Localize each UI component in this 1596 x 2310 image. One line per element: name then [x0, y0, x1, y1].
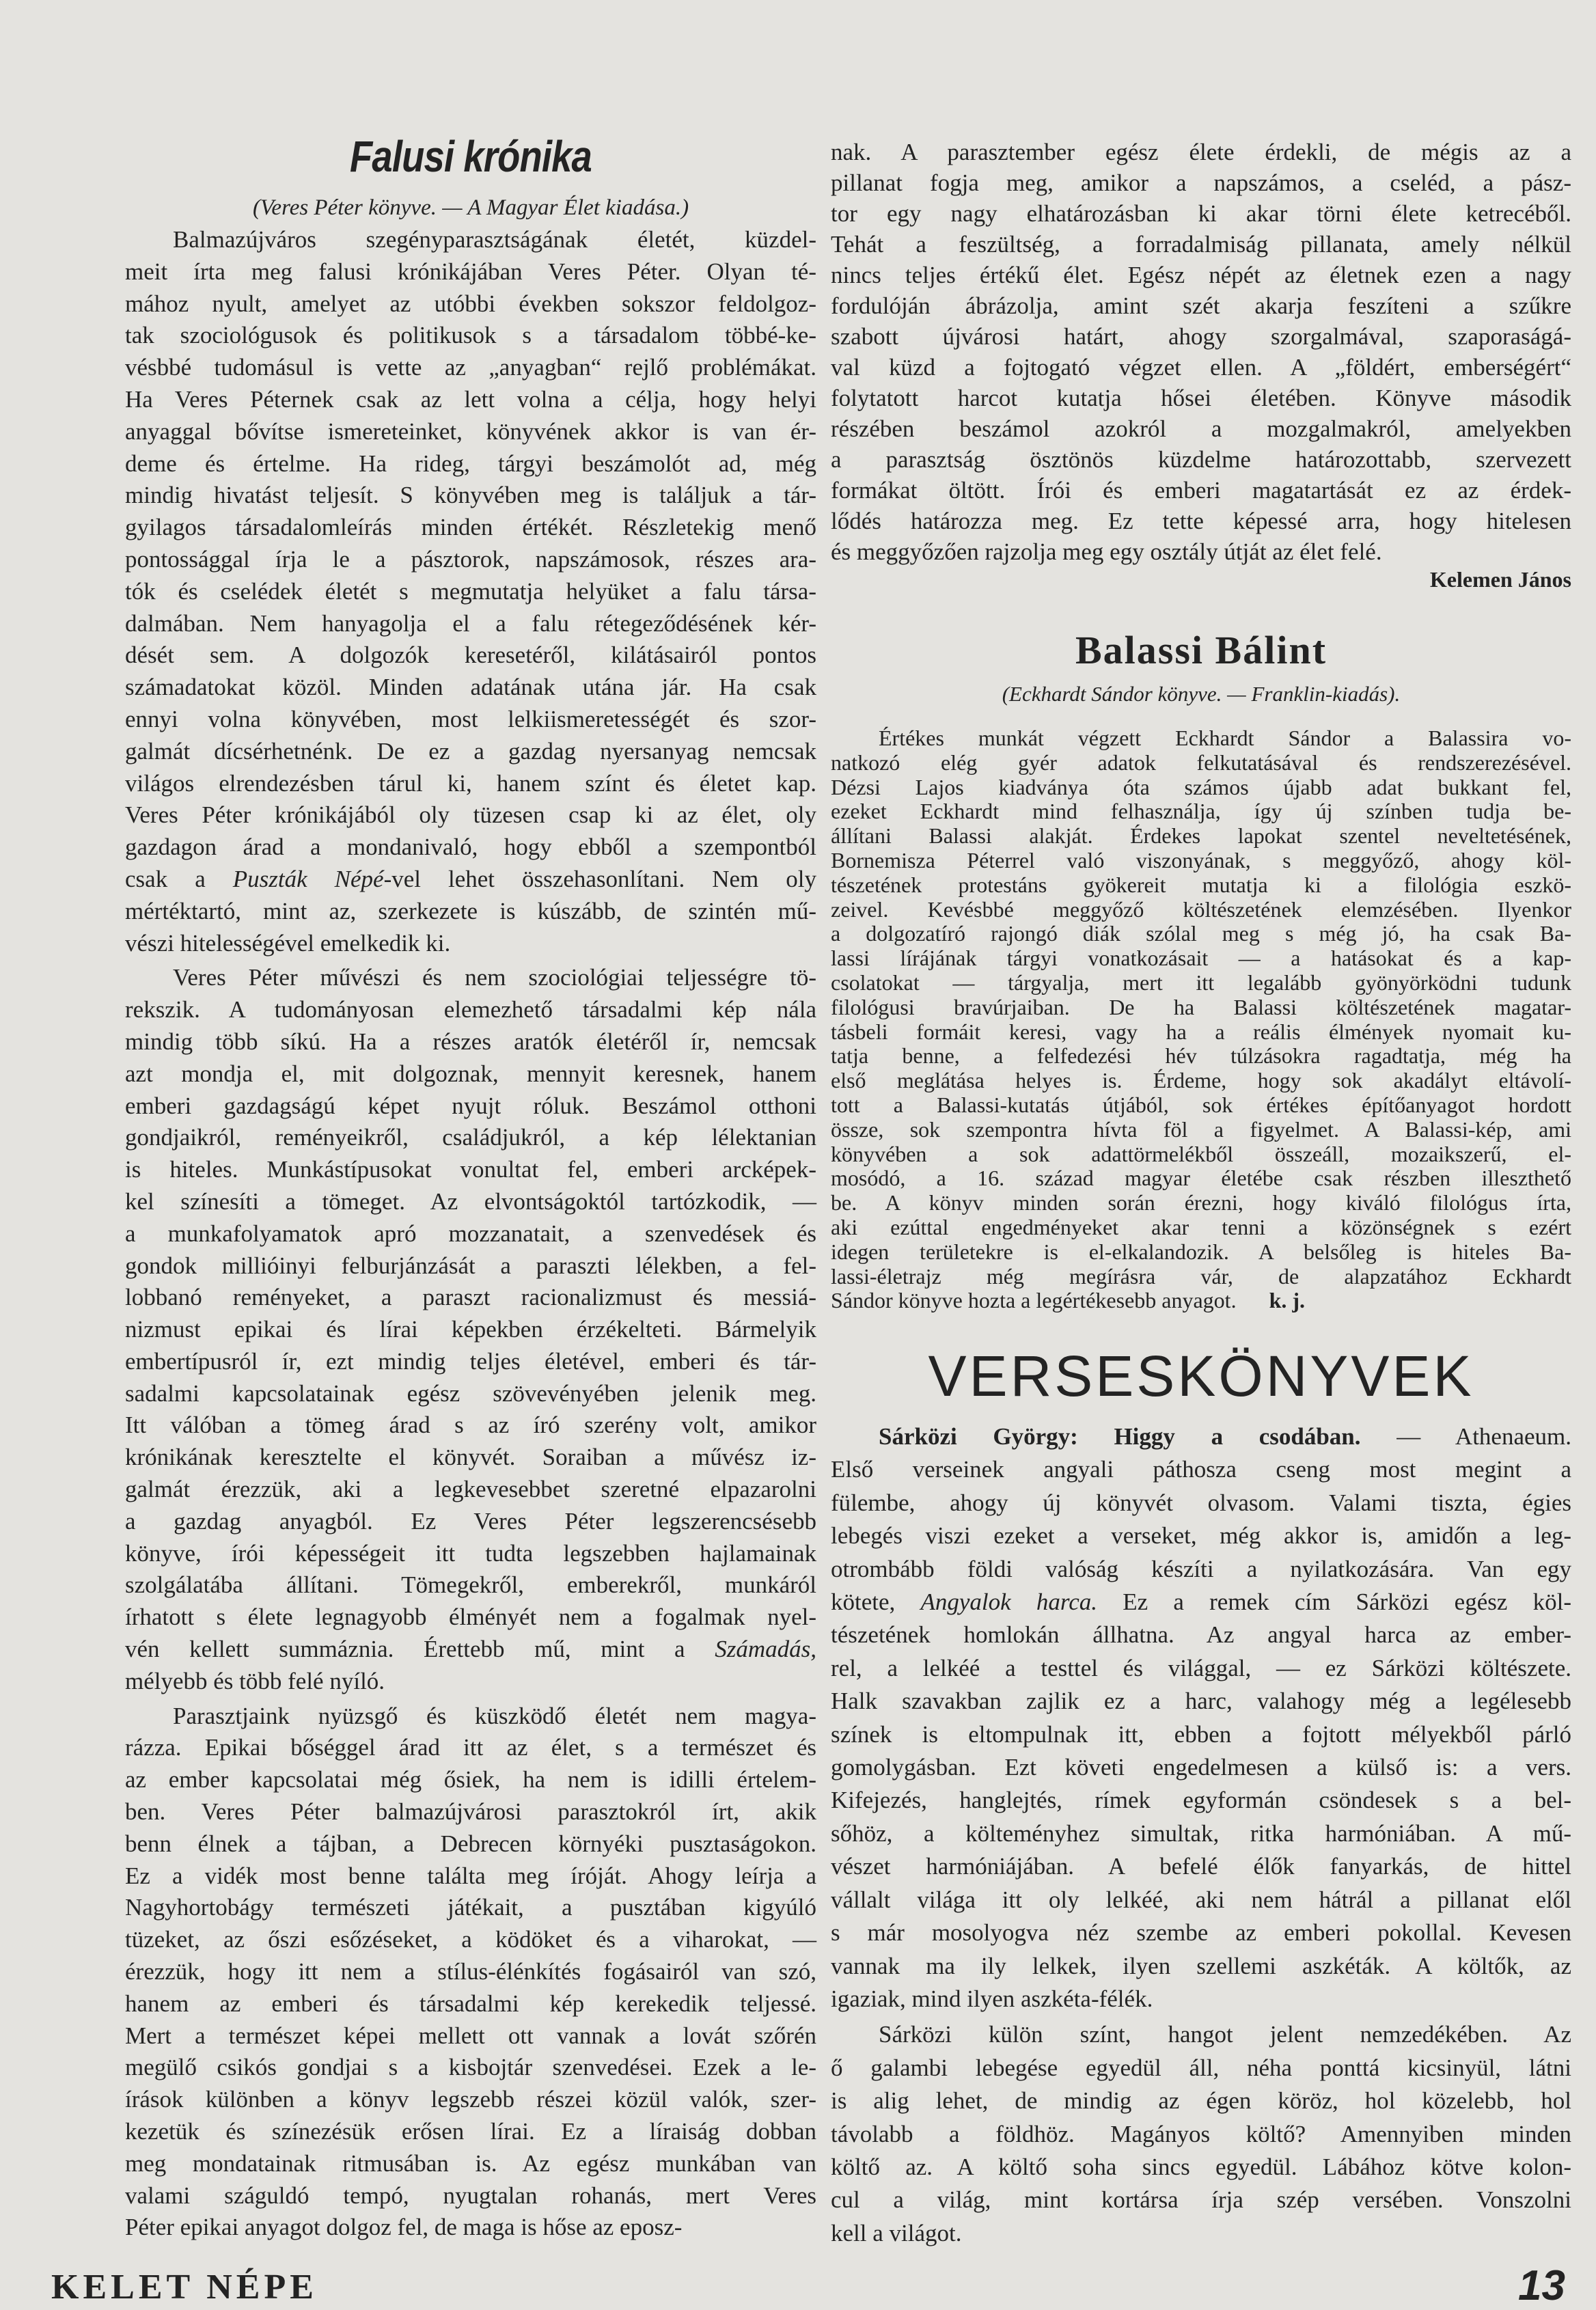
page-number: 13 [1518, 2262, 1565, 2309]
text-segment: kötete, [831, 1589, 921, 1616]
text-line: lassi-életrajz még megírásra vár, de alapzatához Eckhardt [831, 1263, 1571, 1289]
text-line: lebegés viszi ezeket a verseket, még akkor is, amidőn a leg- [831, 1522, 1571, 1550]
article-body-balassi [831, 726, 1571, 1313]
text-line: meit írta meg falusi krónikájában Veres Péter. Olyan té- [125, 258, 816, 285]
text-line: vésbbé tudomásul is vette az „anyagban“ rejlő problémákat. [125, 354, 816, 381]
text-segment: -vel lehet összehasonlítani. Nem oly [383, 865, 816, 892]
text-line: könyvében a sok adattörmelékből összeáll, mozaikszerű, el- [831, 1141, 1571, 1166]
text-line: natkozó elég gyér adatok felkutatásával és rendszerezésével. [831, 750, 1571, 775]
text-line: vészi hitelességével emelkedik ki. [125, 929, 451, 957]
text-line: nak. A parasztember egész élete érdekli, de mégis az a [831, 139, 1571, 165]
text-line: részében beszámol azokról a mozgalmakról, amelyekben [831, 415, 1571, 442]
text-line: deme és értelme. Ha rideg, tárgyi beszámolót ad, még [125, 450, 816, 477]
text-line: be. A könyv minden során érezni, hogy kiváló filológus írta, [831, 1190, 1571, 1215]
section-title-verseskonyvek: VERSESKÖNYVEK [928, 1344, 1474, 1408]
italic-text: Angyalok harca. [920, 1589, 1098, 1616]
author-signature: Kelemen János [1429, 567, 1571, 592]
italic-text: Számadás, [715, 1636, 816, 1663]
text-line: embertípusról ír, ezt mindig teljes életével, emberi és tár- [125, 1347, 816, 1375]
text-line: dalmában. Nem hanyagolja el a falu rétegeződésének kér- [125, 609, 816, 637]
paragraph [125, 1701, 816, 2244]
text-segment: Ez a remek cím Sárközi egész köl- [1097, 1589, 1571, 1616]
article-subtitle: (Veres Péter könyve. — A Magyar Élet kiadása.) [252, 195, 689, 220]
article-body-left [125, 224, 816, 2244]
paragraph [831, 726, 1571, 1313]
text-line: mosódó, a 16. század magyar életébe csak részben illeszthető [831, 1166, 1571, 1191]
bold-text: Sárközi György: Higgy a csodában. [879, 1423, 1361, 1450]
paragraph [125, 224, 816, 959]
text-line: világos elrendezésben tárul ki, hanem színt és életet kap. [125, 769, 816, 797]
text-line: Nagyhortobágy természeti játékait, a pusztában kigyúló [125, 1894, 816, 1921]
text-line: formákat öltött. Írói és emberi magatartását ez az érdek- [831, 477, 1571, 504]
text-line: költő az. A költő soha sincs egyedül. Lábához kötve kolon- [831, 2153, 1571, 2180]
text-line: a munkafolyamatok apró mozzanatait, a szenvedések és [125, 1220, 816, 1247]
text-line: anyaggal bővítse ismereteinket, könyvének akkor is van ér- [125, 417, 816, 445]
text-line: tott a Balassi-kutatás útjából, sok értékes építőanyagot hordott [831, 1092, 1571, 1117]
text-line: lobbanó reményeket, a paraszt racionalizmust és messiá- [125, 1284, 816, 1311]
text-line: nizmust epikai és lírai képekben érzékelteti. Bármelyik [125, 1316, 816, 1343]
text-line: Bornemisza Péterrel való viszonyának, s meggyőző, ahogy köl- [831, 847, 1571, 872]
text-line: a gazdag anyagból. Ez Veres Péter legszerencsésebb [125, 1507, 816, 1535]
text-line: gazdagon árad a mondanivaló, hogy ebből a szempontból [125, 834, 816, 861]
text-line: nincs teljes értékű élet. Egész népét az életnek ezen a nagy [831, 262, 1571, 288]
text-line: ő galambi lebegése egyedül áll, néha ponttá kicsinyül, látni [831, 2054, 1571, 2081]
text-line: mához nyult, amelyet az utóbbi években sokszor feldolgoz- [125, 290, 816, 317]
text-line: számadatokat közöl. Minden adatának utána jár. Ha csak [125, 674, 816, 701]
text-line: Balmazújváros szegényparasztságának életét, küzdel- [173, 226, 816, 253]
text-line: Értékes munkát végzett Eckhardt Sándor a Balassira vo- [879, 726, 1571, 750]
text-line: Mert a természet képei mellett ott vannak a lovát szőrén [125, 2022, 816, 2049]
text-line: kezetük és színezésük erősen lírai. Ez a líraiság dobban [125, 2118, 816, 2145]
text-line [125, 1634, 816, 1666]
text-line: benn élnek a tájban, a Debrecen környéki pusztaságokon. [125, 1830, 816, 1857]
text-line: Parasztjaink nyüzsgő és küszködő életét nem magya- [173, 1702, 816, 1729]
text-line: dését sem. A dolgozók keresetéről, kilátásairól pontos [125, 642, 816, 669]
text-line: első meglátása helyes is. Érdeme, hogy sok akadályt eltávolí- [831, 1068, 1571, 1093]
text-line: Ha Veres Péternek csak az lett volna a célja, hogy helyi [125, 385, 816, 413]
text-line: cul a világ, mint kortársa írja szép versében. Vonszolni [831, 2186, 1571, 2214]
text-line [831, 1289, 1571, 1313]
article-title-balassi-balint: Balassi Bálint [1075, 628, 1327, 672]
text-line: ezeket Eckhardt mind felhasználja, így új színben tudja be- [831, 799, 1571, 824]
text-line: vállalt világa itt oly lelkéé, aki nem hátrál a pillanat elől [831, 1886, 1571, 1913]
text-line: lassi lírájának tárgyi vonatkozásait — a hatásokat és a kap- [831, 946, 1571, 971]
text-line: és meggyőzően rajzolja meg egy osztály útját az élet felé. [831, 538, 1382, 565]
text-line: ben. Veres Péter balmazújvárosi parasztokról írt, akik [125, 1798, 816, 1826]
text-line: csolatokat — tárgyalja, mert itt legalább gyönyörködni tudunk [831, 970, 1571, 995]
text-line: össze, sok szempontra hívta föl a figyelmet. A Balassi-kép, ami [831, 1116, 1571, 1142]
text-line: szolgálatába állítani. Tömegekről, emberekről, munkáról [125, 1571, 816, 1599]
text-line: érezzük, hogy itt nem a stílus-élénkítés fogásairól van szó, [125, 1958, 816, 1985]
text-line: tatja benne, a felfedezési hév túlzásokra ragadtatja, még ha [831, 1043, 1571, 1069]
text-line: val küzd a fojtogató végzet ellen. A „földért, emberségért“ [831, 354, 1571, 381]
text-line: színek is eltompulnak itt, ebben a fojtott mélyekből párló [831, 1720, 1571, 1748]
article-title-falusi-kronika: Falusi krónika [350, 132, 592, 181]
text-segment: Sándor könyve hozta a legértékesebb anyagot. [831, 1288, 1269, 1313]
text-line: az ember kapcsolatai még ősiek, ha nem is idilli értelem- [125, 1766, 816, 1793]
text-line: Veres Péter művészi és nem szociológiai teljességre tö- [173, 964, 816, 991]
text-line: Veres Péter krónikájából oly tüzesen csap ki az élet, oly [125, 801, 816, 829]
text-line: mindig több síkú. Ha a részes aratók életéről ír, nemcsak [125, 1028, 816, 1055]
text-line: tásbeli formáit keresi, vagy ha a reális élmények nyomait ku- [831, 1019, 1571, 1044]
text-line: fülembe, ahogy új könyvét olvasom. Valami tiszta, égies [831, 1489, 1571, 1516]
text-line: Kifejezés, hanglejtés, rímek egyformán csöndesek s a bel- [831, 1787, 1571, 1814]
text-line: mértéktartó, mint az, szerkezete is kúszább, de szintén mű- [125, 897, 816, 924]
text-line: sadalmi kapcsolatainak egész szövevényében jelenik meg. [125, 1379, 816, 1407]
text-line [831, 1420, 1571, 1453]
text-line: hanem az emberi és társadalmi kép kerekedik teljessé. [125, 1990, 816, 2017]
text-line: lődés határozza meg. Ez tette képessé arra, hogy hitelesen [831, 508, 1571, 534]
text-line: kel színesíti a tömeget. Az elvontságoktól tartózkodik, — [125, 1187, 816, 1215]
text-line: tüzeket, az őszi esőzéseket, a ködöket és a viharokat, — [125, 1926, 816, 1953]
text-line: tak szociológusok és politikusok s a társadalom többé-ke- [125, 322, 816, 349]
text-segment: csak a [125, 865, 233, 892]
text-line: is hiteles. Munkástípusokat vonultat fel, emberi arcképek- [125, 1156, 816, 1183]
text-segment: vén kellett summáznia. Érettebb mű, mint a [125, 1636, 715, 1663]
text-line: mindig hivatást teljesít. S könyvében meg is találjuk a tár- [125, 482, 816, 509]
text-line: vannak ma ily lelkek, ilyen szellemi aszkéták. A költők, az [831, 1952, 1571, 1979]
text-line: távolabb a földhöz. Magányos költő? Amennyiben minden [831, 2120, 1571, 2147]
text-line: Dézsi Lajos kiadványa óta számos újabb adat bukkant fel, [831, 774, 1571, 799]
text-line: Itt válóban a tömeg árad s az író szerény volt, amikor [125, 1412, 816, 1439]
text-line: a parasztság ösztönös küzdelme határozottabb, szervezett [831, 446, 1571, 473]
text-line: ennyi volna könyvében, most lelkiismeretességét és szor- [125, 705, 816, 732]
text-line: mélyebb és több felé nyíló. [125, 1667, 385, 1694]
text-line: fordulóján ábrázolja, amint szét akarja feszíteni a szűkre [831, 292, 1571, 319]
text-line: otrombább földi valóság készíti a nyilatkozására. Van egy [831, 1555, 1571, 1582]
text-line: emberi gazdagságú képet nyujt róluk. Beszámol otthoni [125, 1092, 816, 1119]
text-line: meg mondatainak ritmusában is. Az egész munkában van [125, 2149, 816, 2177]
text-line: gyilagos társadalomleírás minden értékét. Részletekig menő [125, 514, 816, 541]
text-line: gondok millióinyi felburjánzását a paraszti lélekben, a fel- [125, 1252, 816, 1279]
text-line [831, 1586, 1571, 1619]
article-body-continuation [831, 137, 1571, 567]
text-line: galmát dícsérhetnénk. De ez a gazdag nyersanyag nemcsak [125, 737, 816, 765]
text-line: pontossággal írja le a pásztorok, napszámosok, részes ara- [125, 545, 816, 573]
text-line: könyve, írói képességeit itt tudta legszebben hajlamainak [125, 1539, 816, 1567]
text-line: megülő csikós gondjai s a kisbojtár szenvedései. Ezek a le- [125, 2054, 816, 2081]
text-line: Sárközi külön színt, hangot jelent nemzedékében. Az [879, 2021, 1571, 2048]
text-line: filológusi bravúrjaiban. De ha Balassi költészetének magatar- [831, 994, 1571, 1019]
text-line: sőhöz, a költeményhez simultak, ritka harmóniában. A mű- [831, 1819, 1571, 1847]
text-line: s már mosolyogva néz szembe az emberi pokollal. Kevesen [831, 1919, 1571, 1947]
paragraph [831, 137, 1571, 567]
text-line: azt mondja el, mit dolgoznak, mennyit keresnek, hanem [125, 1060, 816, 1087]
text-line: rekszik. A tudományosan elemezhető társadalmi kép nála [125, 996, 816, 1023]
bold-text: k. j. [1269, 1288, 1306, 1313]
text-line: állítani Balassi alakját. Érdekes lapokat szentel neveltetésének, [831, 823, 1571, 849]
text-line: vészet harmóniájában. A befelé élők fanyarkás, de hittel [831, 1853, 1571, 1880]
text-line: tók és cselédek életét s megmutatja helyüket a falu társa- [125, 577, 816, 605]
text-line: tészetének protestáns gyökereit mutatja ki a filológia eszkö- [831, 872, 1571, 897]
text-line: Péter epikai anyagot dolgoz fel, de maga is hőse az eposz- [125, 2214, 683, 2241]
italic-text: Puszták Népé [232, 865, 384, 892]
article-body-verses [831, 1420, 1571, 2250]
text-line: igaziak, mind ilyen aszkéta-félék. [831, 1985, 1153, 2012]
text-line: szabott újvárosi határt, ahogy szorgalmával, szaporaságá- [831, 323, 1571, 350]
text-line: folytatott harcot kutatja hősei életében. Könyve második [831, 385, 1571, 411]
text-line: kell a világot. [831, 2219, 962, 2246]
publication-name: KELET NÉPE [51, 2268, 318, 2307]
text-line: gondjaikról, reményeikről, családjukról, a kép lélektanian [125, 1124, 816, 1151]
text-line: írhatott s élete legnagyobb élményét nem a fogalmak nyel- [125, 1604, 816, 1631]
text-line: tészetének homlokán állhatna. Az angyal harca az ember- [831, 1621, 1571, 1649]
text-line: aki ezúttal engedményeket akar tenni a közönségnek s ezért [831, 1214, 1571, 1239]
text-line: rázza. Epikai bőséggel árad itt az élet, s a természet és [125, 1734, 816, 1761]
paragraph [125, 962, 816, 1697]
text-line: tor egy nagy elhatározásban ki akar törni élete ketrecéből. [831, 200, 1571, 227]
text-line: valami száguldó tempó, nyugtalan rohanás, mert Veres [125, 2182, 816, 2209]
paragraph [831, 1420, 1571, 2016]
text-line: Ez a vidék most benne találta meg íróját. Ahogy leírja a [125, 1862, 816, 1889]
text-line: is alig lehet, de mindig az égen köröz, hol közelebb, hol [831, 2087, 1571, 2115]
text-line: a dolgozatíró rajongó diák szólal meg s még jó, ha csak Ba- [831, 921, 1571, 946]
paragraph [831, 2018, 1571, 2250]
text-line: Halk szavakban zajlik ez a harc, valahogy még a legélesebb [831, 1688, 1571, 1715]
text-line: írások különben a könyv legszebb részei közül valók, szer- [125, 2086, 816, 2113]
text-line: Első verseinek angyali páthosza cseng most megint a [831, 1456, 1571, 1483]
text-line: krónikának keresztelte el könyvét. Soraiban a művész iz- [125, 1444, 816, 1471]
text-line: galmát érezzük, aki a legkevesebbet szeretné elpazarolni [125, 1476, 816, 1503]
text-line: zeivel. Kevésbbé meggyőző költészetének elemzésében. Ilyenkor [831, 896, 1571, 922]
text-line: rel, a lelkéé a testtel és világgal, — ez Sárközi költészete. [831, 1654, 1571, 1681]
text-line: pillanat fogja meg, amikor a napszámos, a cseléd, a pász- [831, 169, 1571, 196]
text-line: idegen területekre is el-elkalandozik. A belsőleg is hiteles Ba- [831, 1239, 1571, 1264]
article-subtitle: (Eckhardt Sándor könyve. — Franklin-kiadás). [1002, 682, 1401, 706]
text-line: Tehát a feszültség, a forradalmiság pillanata, amely nélkül [831, 231, 1571, 258]
text-line: gomolygásban. Ezt követi engedelmesen a külső is: a vers. [831, 1754, 1571, 1781]
text-line [125, 864, 816, 896]
text-segment: — Athenaeum. [1360, 1423, 1571, 1450]
